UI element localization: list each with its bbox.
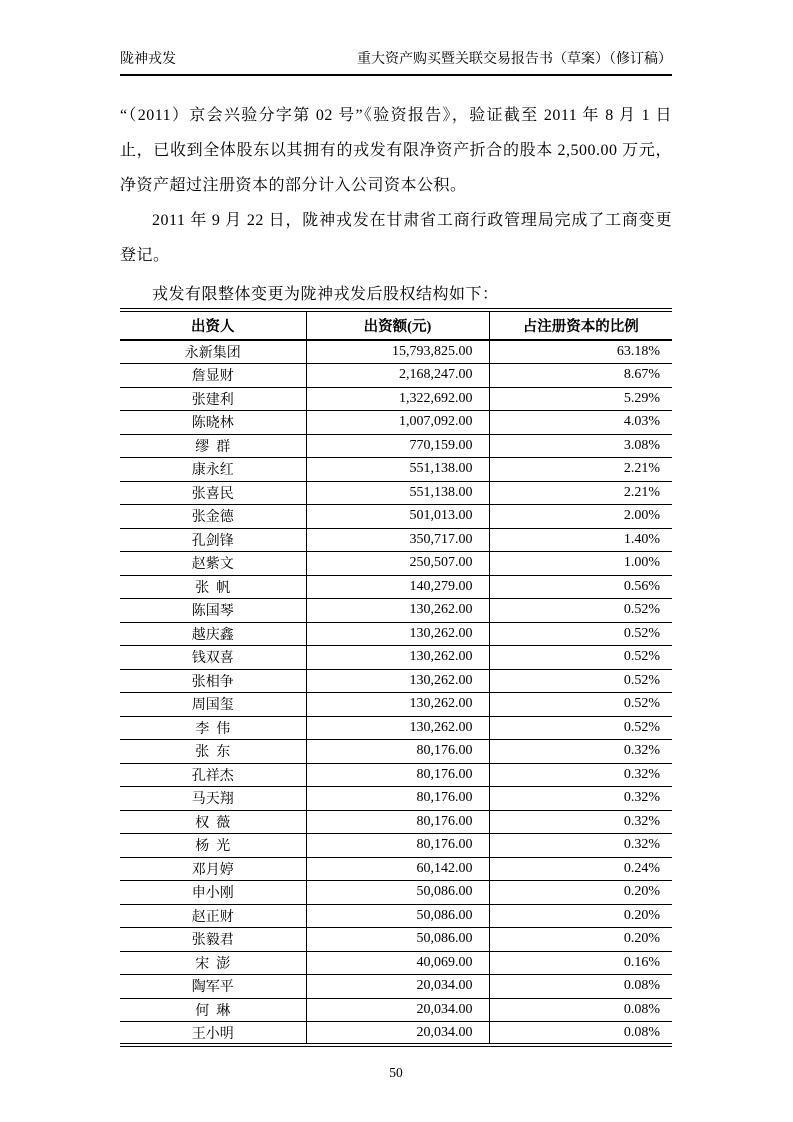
investment-amount-cell: 551,138.00	[306, 458, 489, 482]
capital-ratio-cell: 1.00%	[489, 552, 672, 576]
capital-ratio-cell: 0.24%	[489, 857, 672, 881]
investor-name-cell: 赵紫文	[120, 552, 306, 576]
capital-ratio-cell: 63.18%	[489, 340, 672, 364]
capital-ratio-cell: 8.67%	[489, 364, 672, 388]
investor-name-cell: 张毅君	[120, 928, 306, 952]
table-row	[120, 669, 672, 693]
capital-ratio-cell: 0.20%	[489, 904, 672, 928]
table-row	[120, 787, 672, 811]
investment-amount-cell: 140,279.00	[306, 575, 489, 599]
capital-ratio-cell: 0.16%	[489, 951, 672, 975]
investment-amount-cell: 770,159.00	[306, 434, 489, 458]
investor-name-cell: 张金德	[120, 505, 306, 529]
investor-name-cell: 李 伟	[120, 716, 306, 740]
table-row	[120, 481, 672, 505]
investment-amount-cell: 20,034.00	[306, 975, 489, 999]
investment-amount-cell: 1,007,092.00	[306, 411, 489, 435]
capital-ratio-cell: 2.00%	[489, 505, 672, 529]
column-header-amount: 出资额(元)	[306, 310, 489, 340]
table-row	[120, 340, 672, 364]
capital-ratio-cell: 0.20%	[489, 881, 672, 905]
investment-amount-cell: 60,142.00	[306, 857, 489, 881]
investment-amount-cell: 80,176.00	[306, 740, 489, 764]
table-row	[120, 740, 672, 764]
table-row	[120, 810, 672, 834]
capital-ratio-cell: 0.08%	[489, 1022, 672, 1046]
investment-amount-cell: 80,176.00	[306, 834, 489, 858]
shareholder-structure-table	[120, 308, 672, 1047]
investment-amount-cell: 50,086.00	[306, 904, 489, 928]
investment-amount-cell: 40,069.00	[306, 951, 489, 975]
page-number: 50	[389, 1065, 403, 1080]
table-row	[120, 411, 672, 435]
table-row	[120, 599, 672, 623]
capital-ratio-cell: 0.56%	[489, 575, 672, 599]
investor-name-cell: 马天翔	[120, 787, 306, 811]
page-footer	[120, 1065, 672, 1081]
table-row	[120, 434, 672, 458]
investment-amount-cell: 130,262.00	[306, 646, 489, 670]
investment-amount-cell: 551,138.00	[306, 481, 489, 505]
table-row	[120, 552, 672, 576]
capital-ratio-cell: 0.52%	[489, 599, 672, 623]
table-row	[120, 951, 672, 975]
investor-name-cell: 杨 光	[120, 834, 306, 858]
header-company-name: 陇神戎发	[120, 52, 176, 67]
investment-amount-cell: 2,168,247.00	[306, 364, 489, 388]
page-header	[120, 50, 672, 76]
capital-ratio-cell: 1.40%	[489, 528, 672, 552]
table-body	[120, 340, 672, 1045]
investor-name-cell: 权 薇	[120, 810, 306, 834]
table-row	[120, 646, 672, 670]
investor-name-cell: 詹显财	[120, 364, 306, 388]
investment-amount-cell: 130,262.00	[306, 669, 489, 693]
investor-name-cell: 孔祥杰	[120, 763, 306, 787]
capital-ratio-cell: 0.52%	[489, 669, 672, 693]
header-report-title: 重大资产购买暨关联交易报告书（草案）（修订稿）	[357, 52, 672, 67]
investor-name-cell: 孔剑锋	[120, 528, 306, 552]
table-row	[120, 1022, 672, 1046]
paragraph-table-intro: 戎发有限整体变更为陇神戎发后股权结构如下：	[152, 286, 499, 303]
table-row	[120, 881, 672, 905]
table-row	[120, 716, 672, 740]
capital-ratio-cell: 0.52%	[489, 622, 672, 646]
investment-amount-cell: 15,793,825.00	[306, 340, 489, 364]
capital-ratio-cell: 0.52%	[489, 716, 672, 740]
table-head	[120, 310, 672, 340]
investor-name-cell: 申小刚	[120, 881, 306, 905]
table-row	[120, 928, 672, 952]
table-row	[120, 857, 672, 881]
investor-name-cell: 康永红	[120, 458, 306, 482]
investor-name-cell: 周国玺	[120, 693, 306, 717]
investor-name-cell: 张 东	[120, 740, 306, 764]
table-row	[120, 575, 672, 599]
investor-name-cell: 何 琳	[120, 998, 306, 1022]
capital-ratio-cell: 2.21%	[489, 458, 672, 482]
table-row	[120, 387, 672, 411]
paragraph-registration-change: 2011 年 9 月 22 日，陇神戎发在甘肃省工商行政管理局完成了工商变更登记。	[120, 212, 672, 264]
capital-ratio-cell: 0.08%	[489, 998, 672, 1022]
table-row	[120, 693, 672, 717]
paragraph-capital-verification: “（2011）京会兴验分字第 02 号”《验资报告》，验证截至 2011 年 8 月 1 日止，已收到全体股东以其拥有的戎发有限净资产折合的股本 2,500.00 万元，净资产超过注册资本的部分计入公司资本公积。	[120, 107, 672, 194]
table-row	[120, 364, 672, 388]
investment-amount-cell: 130,262.00	[306, 599, 489, 623]
page-content	[120, 98, 672, 1081]
table-row	[120, 528, 672, 552]
capital-ratio-cell: 2.21%	[489, 481, 672, 505]
capital-ratio-cell: 0.20%	[489, 928, 672, 952]
table-row	[120, 458, 672, 482]
investment-amount-cell: 50,086.00	[306, 928, 489, 952]
investor-name-cell: 缪 群	[120, 434, 306, 458]
table-row	[120, 505, 672, 529]
investor-name-cell: 张喜民	[120, 481, 306, 505]
investment-amount-cell: 50,086.00	[306, 881, 489, 905]
investor-name-cell: 宋 澎	[120, 951, 306, 975]
table-row	[120, 975, 672, 999]
investor-name-cell: 陶军平	[120, 975, 306, 999]
table-row	[120, 998, 672, 1022]
column-header-ratio: 占注册资本的比例	[489, 310, 672, 340]
table-row	[120, 904, 672, 928]
capital-ratio-cell: 0.32%	[489, 834, 672, 858]
capital-ratio-cell: 5.29%	[489, 387, 672, 411]
investor-name-cell: 永新集团	[184, 346, 241, 361]
capital-ratio-cell: 0.32%	[489, 810, 672, 834]
capital-ratio-cell: 3.08%	[489, 434, 672, 458]
investor-name-cell: 越庆鑫	[120, 622, 306, 646]
capital-ratio-cell: 0.08%	[489, 975, 672, 999]
investment-amount-cell: 130,262.00	[306, 716, 489, 740]
investor-name-cell: 陈晓林	[120, 411, 306, 435]
investment-amount-cell: 130,262.00	[306, 622, 489, 646]
table-header-row	[120, 310, 672, 340]
table-row	[120, 834, 672, 858]
capital-ratio-cell: 4.03%	[489, 411, 672, 435]
investment-amount-cell: 250,507.00	[306, 552, 489, 576]
investor-name-cell: 邓月婷	[120, 857, 306, 881]
investment-amount-cell: 80,176.00	[306, 763, 489, 787]
investment-amount-cell: 130,262.00	[306, 693, 489, 717]
investment-amount-cell: 20,034.00	[306, 998, 489, 1022]
investor-name-cell: 陈国琴	[120, 599, 306, 623]
capital-ratio-cell: 0.32%	[489, 740, 672, 764]
investment-amount-cell: 80,176.00	[306, 810, 489, 834]
investor-name-cell: 赵正财	[120, 904, 306, 928]
table-row	[120, 622, 672, 646]
investor-name-cell: 张相争	[120, 669, 306, 693]
investor-name-cell: 张建利	[120, 387, 306, 411]
capital-ratio-cell: 0.32%	[489, 787, 672, 811]
table-row	[120, 763, 672, 787]
investor-name-cell: 张 帆	[120, 575, 306, 599]
investment-amount-cell: 350,717.00	[306, 528, 489, 552]
investor-name-cell: 钱双喜	[120, 646, 306, 670]
column-header-investor: 出资人	[120, 310, 306, 340]
capital-ratio-cell: 0.52%	[489, 693, 672, 717]
investment-amount-cell: 501,013.00	[306, 505, 489, 529]
capital-ratio-cell: 0.32%	[489, 763, 672, 787]
capital-ratio-cell: 0.52%	[489, 646, 672, 670]
investment-amount-cell: 1,322,692.00	[306, 387, 489, 411]
investor-name-cell: 王小明	[120, 1022, 306, 1046]
investment-amount-cell: 80,176.00	[306, 787, 489, 811]
investment-amount-cell: 20,034.00	[306, 1022, 489, 1046]
